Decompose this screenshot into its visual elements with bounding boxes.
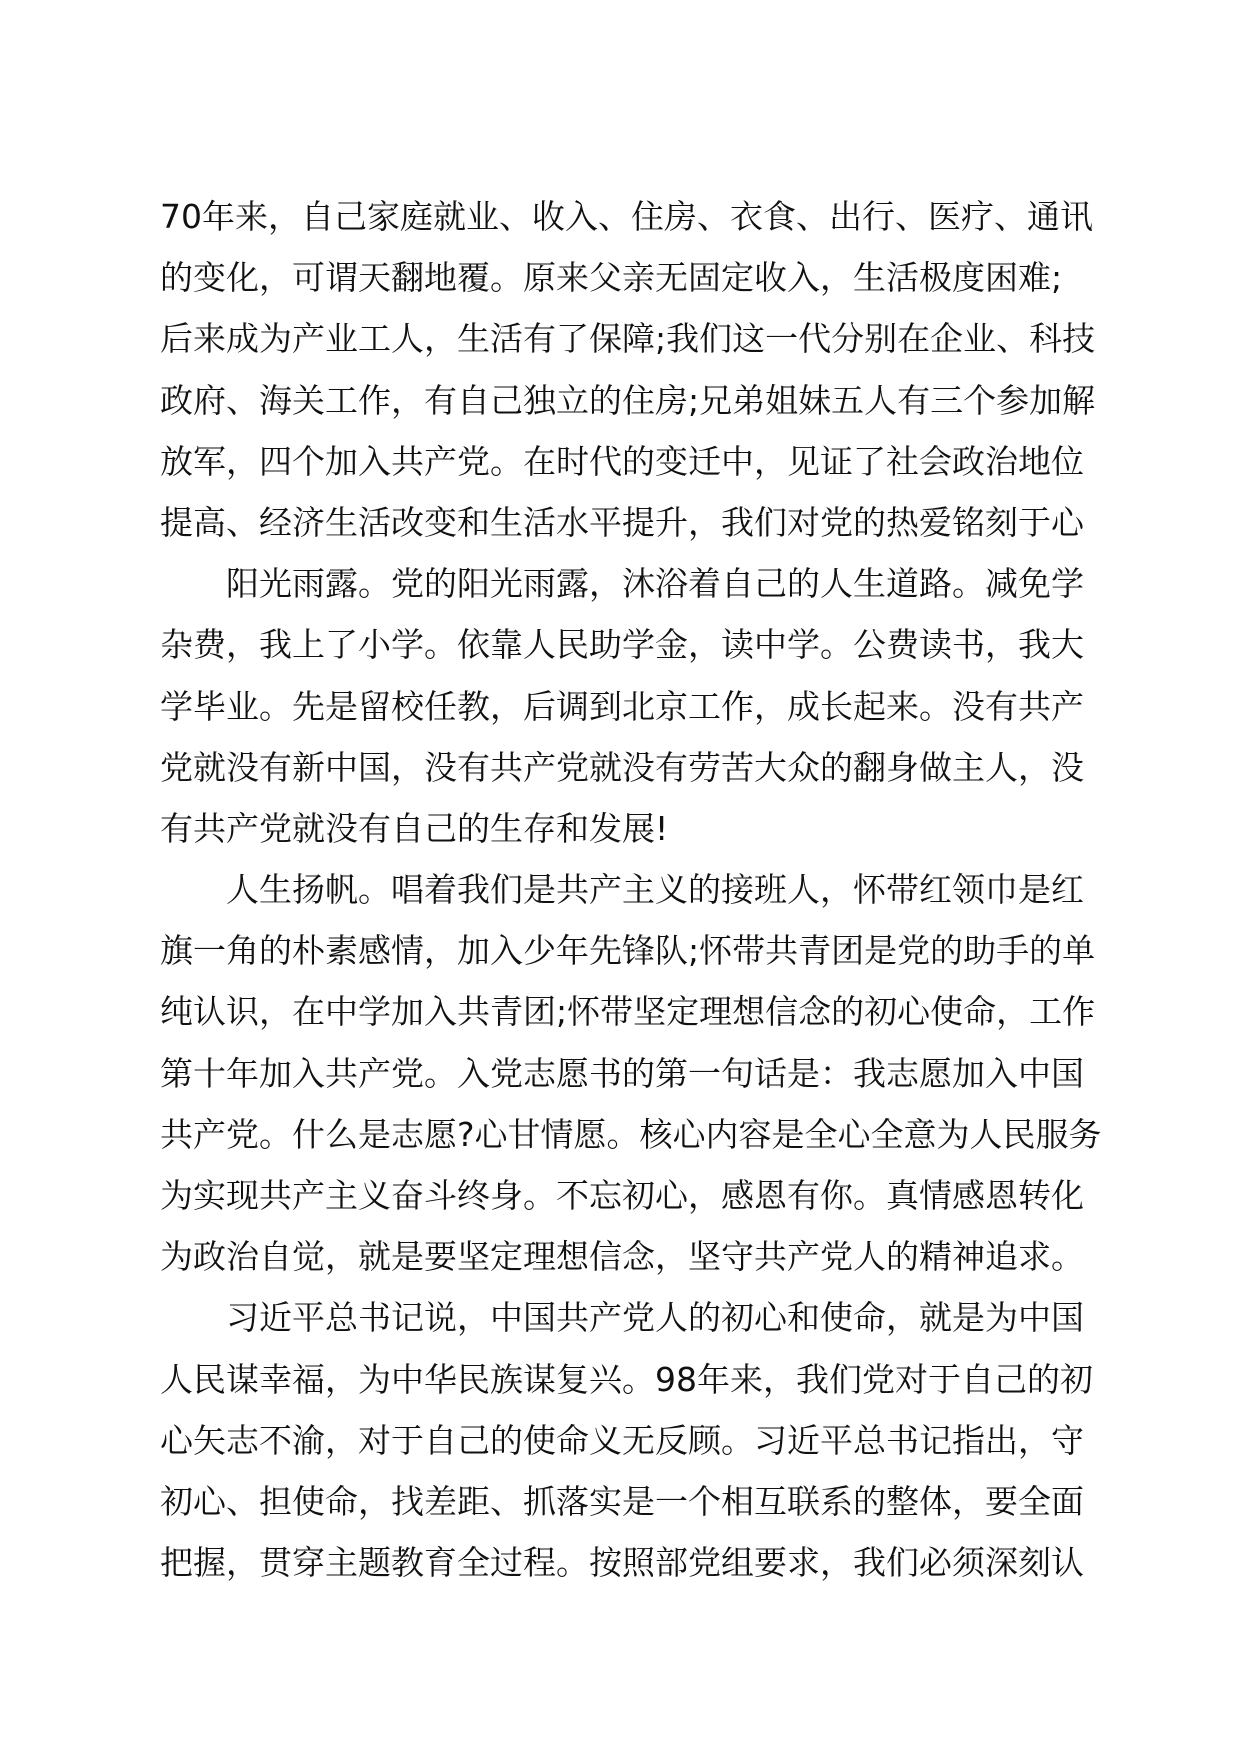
text-line: 初心、担使命，找差距、抓落实是一个相互联系的整体，要全面 <box>160 1481 1084 1521</box>
text-line: 有共产党就没有自己的生存和发展! <box>160 808 669 848</box>
text-line: 共产党。什么是志愿?心甘情愿。核心内容是全心全意为人民服务 <box>160 1114 1102 1154</box>
text-line: 把握，贯穿主题教育全过程。按照部党组要求，我们必须深刻认 <box>160 1543 1084 1583</box>
text-line: 纯认识，在中学加入共青团;怀带坚定理想信念的初心使命，工作 <box>160 992 1096 1032</box>
text-line: 后来成为产业工人，生活有了保障;我们这一代分别在企业、科技 <box>160 319 1096 359</box>
text-line: 为实现共产主义奋斗终身。不忘初心，感恩有你。真情感恩转化 <box>160 1176 1084 1215</box>
text-line: 的变化，可谓天翻地覆。原来父亲无固定收入，生活极度困难; <box>160 258 1063 298</box>
text-line: 第十年加入共产党。入党志愿书的第一句话是：我志愿加入中国 <box>160 1053 1084 1093</box>
text-line: 学毕业。先是留校任教，后调到北京工作，成长起来。没有共产 <box>160 686 1084 726</box>
text-line: 阳光雨露。党的阳光雨露，沐浴着自己的人生道路。减免学 <box>160 564 1084 604</box>
text-line: 70年来，自己家庭就业、收入、住房、衣食、出行、医疗、通讯 <box>160 197 1093 236</box>
text-line: 人民谋幸福，为中华民族谋复兴。98年来，我们党对于自己的初 <box>160 1359 1093 1399</box>
text-line: 人生扬帆。唱着我们是共产主义的接班人，怀带红领巾是红 <box>160 870 1084 910</box>
text-line: 党就没有新中国，没有共产党就没有劳苦大众的翻身做主人，没 <box>160 747 1084 787</box>
text-line: 放军，四个加入共产党。在时代的变迁中，见证了社会政治地位 <box>160 441 1084 481</box>
text-line: 习近平总书记说，中国共产党人的初心和使命，就是为中国 <box>160 1298 1084 1338</box>
text-line: 政府、海关工作，有自己独立的住房;兄弟姐妹五人有三个参加解 <box>160 380 1096 420</box>
body-text <box>160 186 1100 1593</box>
text-line: 杂费，我上了小学。依靠人民助学金，读中学。公费读书，我大 <box>160 625 1084 665</box>
text-line: 旗一角的朴素感情，加入少年先锋队;怀带共青团是党的助手的单 <box>160 931 1096 971</box>
text-line: 提高、经济生活改变和生活水平提升，我们对党的热爱铭刻于心 <box>160 502 1084 542</box>
text-line: 心矢志不渝，对于自己的使命义无反顾。习近平总书记指出，守 <box>160 1420 1084 1460</box>
text-line: 为政治自觉，就是要坚定理想信念，坚守共产党人的精神追求。 <box>160 1237 1084 1277</box>
